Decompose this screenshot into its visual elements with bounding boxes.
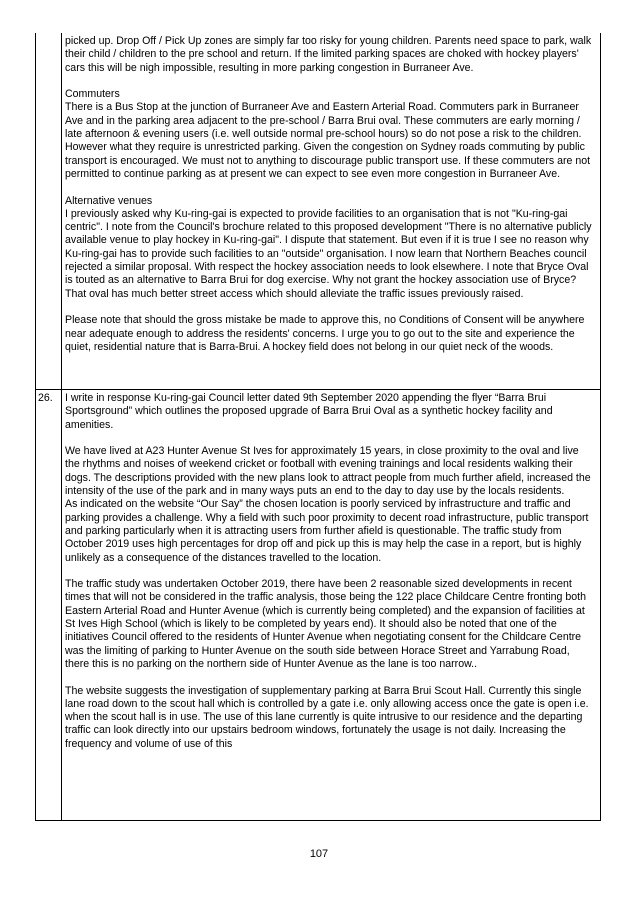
paragraph-commuters: There is a Bus Stop at the junction of Burraneer Ave and Eastern Arterial Road. Commuters park in Burraneer Ave and in the parking area adjacent to the pre-school / Barra Brui oval. These commuters are early morning / late afternoon & evening users (i.e. well outside normal pre-school hours) so do not pose a risk to the children. However what they require is unrestricted parking. Given the congestion on Sydney roads commuting by public transport is encouraged. We must not to anything to discourage public transport use. If these commuters are not permitted to continue parking as at present we can expect to see even more congestion in Burraneer Ave. (65, 101, 591, 180)
row-number: 26. (38, 392, 53, 404)
number-column (36, 33, 62, 389)
number-column (36, 390, 62, 820)
paragraph-lived: We have lived at A23 Hunter Avenue St Ives for approximately 15 years, in close proximity to the oval and live the rhythms and noises of weekend cricket or football with evening trainings and local residents walking their dogs. The descriptions provided with the new plans look to attract people from much further afield, increased the intensity of the use of the park and in many ways puts an end to the day to day use by the locals residents. (65, 445, 591, 498)
paragraph-alternative-venues: I previously asked why Ku-ring-gai is expected to provide facilities to an organisation that is not "Ku-ring-gai centric". I note from the Council's brochure related to this proposed development "There is no alternative publicly available venue to play hockey in Ku-ring-gai". I dispute that statement. But even if it is true I see no reason why Ku-ring-gai has to provide such facilities to an "outside" organisation. I now learn that Northern Beaches council rejected a similar proposal. With respect the hockey association needs to look elsewhere. I note that Bryce Oval is touted as an alternative to Barra Brui for dog exercise. Why not grant the hockey association use of Bryce? That oval has much better street access which should alleviate the traffic issues previously raised. (65, 207, 592, 300)
heading-alternative-venues: Alternative venues (65, 194, 153, 207)
paragraph-our-say: As indicated on the website “Our Say” the chosen location is poorly serviced by infrastructure and traffic and parking provides a challenge. Why a field with such poor proximity to decent road infrastructure, public transport and parking particularly when it is attracting users from further afield is questionable. The traffic study from October 2019 uses high percentages for drop off and pick up this is may help the case in a report, but is highly unlikely as a consequence of the distances travelled to the location. (65, 498, 589, 564)
paragraph-parking: picked up. Drop Off / Pick Up zones are simply far too risky for young children. Parents need space to park, walk their child / children to the pre school and return. If the limited parking spaces are choked with hockey players' cars this will be nigh impossible, resulting in more parking congestion in Burraneer Ave. (65, 35, 592, 74)
paragraph-intro: I write in response Ku-ring-gai Council letter dated 9th September 2020 appending the flyer “Barra Brui Sportsground” which outlines the proposed upgrade of Barra Brui Oval as a synthetic hockey facility and amenities. (65, 392, 553, 431)
table-row-25 (36, 33, 600, 390)
paragraph-scout-hall: The website suggests the investigation of supplementary parking at Barra Brui Scout Hall. Currently this single lane road down to the scout hall which is controlled by a gate i.e. only allowing access once the gate is open i.e. when the scout hall is in use. The use of this lane currently is quite intrusive to our residence and the departing traffic can look directly into our upstairs bedroom windows, fortunately the usage is not daily. Increasing the frequency and volume of use of this (65, 684, 589, 750)
row-content (65, 35, 595, 354)
paragraph-closing: Please note that should the gross mistake be made to approve this, no Conditions of Consent will be anywhere near adequate enough to address the residents' concerns. I urge you to go out to the site and experience the quiet, residential nature that is Barra-Brui. A hockey field does not belong in our quiet neck of the woods. (65, 314, 585, 353)
page-number: 107 (309, 848, 329, 860)
table-row-26 (36, 390, 600, 821)
heading-commuters: Commuters (65, 88, 120, 101)
submissions-table (35, 33, 601, 821)
row-content (65, 392, 595, 751)
paragraph-traffic-study: The traffic study was undertaken October 2019, there have been 2 reasonable sized developments in recent times that will not be considered in the traffic analysis, those being the 122 place Childcare Centre fronting both Eastern Arterial Road and Hunter Avenue (which is currently being completed) and the expansion of facilities at St Ives High School (which is likely to be completed by years end). It should also be noted that one of the initiatives Council offered to the residents of Hunter Avenue when negotiating consent for the Childcare Centre was the limiting of parking to Hunter Avenue on the south side between Horace Street and Yarrabung Road, there this is no parking on the northern side of Hunter Avenue as the lane is too narrow.. (65, 578, 586, 670)
